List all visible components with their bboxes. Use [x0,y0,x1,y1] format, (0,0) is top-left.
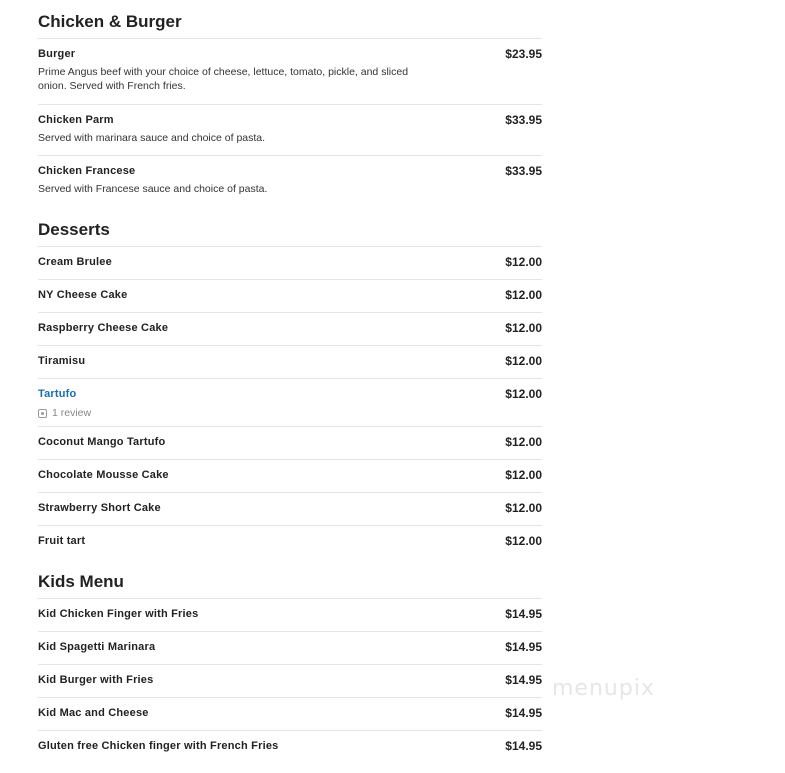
section-desserts [38,206,542,558]
item-name: NY Cheese Cake [38,289,128,301]
item-price: $23.95 [505,47,542,61]
item-price: $12.00 [505,534,542,548]
section-title: Kids Menu [38,572,124,591]
menu-item [38,598,542,631]
item-price: $12.00 [505,255,542,269]
item-name: Kid Mac and Cheese [38,707,149,719]
item-name: Kid Burger with Fries [38,674,154,686]
item-name: Raspberry Cheese Cake [38,322,169,334]
item-price: $14.95 [505,706,542,720]
menu-item [38,426,542,459]
item-price: $12.00 [505,354,542,368]
item-link-tartufo[interactable]: Tartufo [38,388,77,400]
item-price: $12.00 [505,501,542,515]
item-description: Served with Francese sauce and choice of pasta. [38,183,268,195]
item-price: $14.95 [505,673,542,687]
menu-item [38,378,542,426]
item-price: $33.95 [505,113,542,127]
item-price: $12.00 [505,468,542,482]
item-name: Strawberry Short Cake [38,502,161,514]
item-price: $14.95 [505,739,542,753]
item-name: Burger [38,48,76,60]
section-chicken-burger [38,0,542,206]
menu [38,0,542,763]
review-label: 1 review [52,407,92,419]
item-description: Served with marinara sauce and choice of pasta. [38,132,266,144]
item-name: Cream Brulee [38,256,112,268]
section-title: Desserts [38,220,110,239]
menu-item [38,492,542,525]
item-description: Prime Angus beef with your choice of cheese, lettuce, tomato, pickle, and sliced onion. Served with French fries. [38,66,409,92]
menu-item [38,246,542,279]
item-name: Coconut Mango Tartufo [38,436,166,448]
menu-item [38,104,542,155]
review-icon [38,409,47,418]
menu-item [38,459,542,492]
item-price: $14.95 [505,607,542,621]
item-name: Tiramisu [38,355,86,367]
item-price: $12.00 [505,435,542,449]
item-name: Chicken Parm [38,114,114,126]
menu-item [38,38,542,104]
section-kids-menu [38,558,542,763]
item-price: $12.00 [505,321,542,335]
review-count[interactable] [38,407,542,419]
menu-item [38,345,542,378]
item-name: Kid Spagetti Marinara [38,641,156,653]
menu-item [38,730,542,763]
menu-item [38,525,542,558]
menu-item [38,664,542,697]
item-price: $14.95 [505,640,542,654]
item-name: Chocolate Mousse Cake [38,469,169,481]
menu-item [38,312,542,345]
item-price: $12.00 [505,387,542,401]
menu-item [38,631,542,664]
item-price: $12.00 [505,288,542,302]
item-price: $33.95 [505,164,542,178]
menu-item [38,279,542,312]
section-title: Chicken & Burger [38,12,182,31]
watermark-logo: menupix [552,676,655,701]
item-name: Fruit tart [38,535,86,547]
item-name: Gluten free Chicken finger with French Fries [38,740,279,752]
menu-item [38,155,542,206]
item-name: Chicken Francese [38,165,136,177]
item-name: Kid Chicken Finger with Fries [38,608,199,620]
menu-item [38,697,542,730]
